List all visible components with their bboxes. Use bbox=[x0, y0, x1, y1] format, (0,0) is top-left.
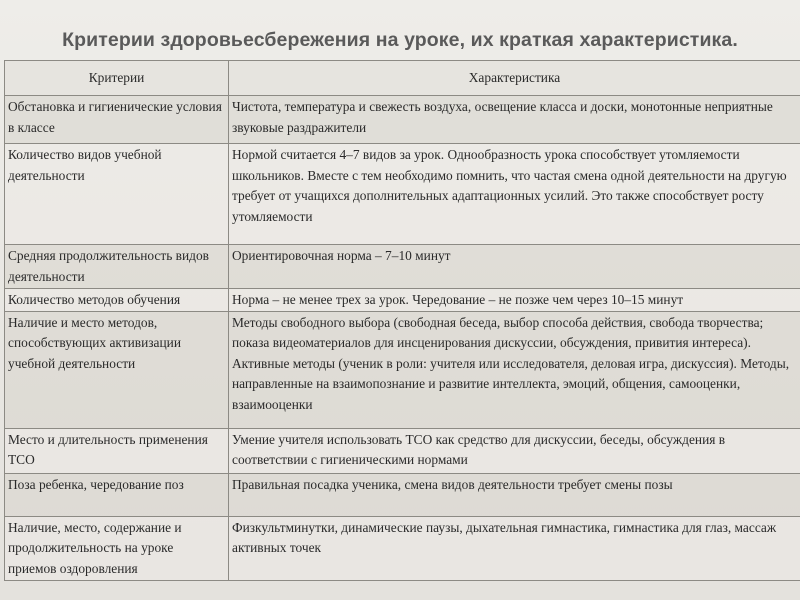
description-cell: Нормой считается 4–7 видов за урок. Однообразность урока способствует утомляемости школьников. Вместе с тем необходимо помнить, что частая смена одной деятельности на другую требует от учащихся дополнительных адаптационных усилий. Это также способствует росту утомляемости bbox=[229, 144, 800, 245]
description-cell: Правильная посадка ученика, смена видов деятельности требует смены позы bbox=[229, 473, 800, 516]
criterion-cell: Количество методов обучения bbox=[5, 289, 229, 312]
description-cell: Ориентировочная норма – 7–10 минут bbox=[229, 245, 800, 289]
table-row bbox=[5, 428, 800, 473]
criterion-cell: Поза ребенка, чередование поз bbox=[5, 473, 229, 516]
description-cell: Методы свободного выбора (свободная беседа, выбор способа действия, свобода творчества; показа видеоматериалов для инсценирования дискуссии, обсуждения, привития интереса). Активные методы (ученик в роли: учителя или исследователя, деловая игра, дискуссия). Методы, направленные на взаимопознание и развитие интеллекта, эмоций, общения, самооценки, взаимооценки bbox=[229, 311, 800, 428]
criterion-cell: Количество видов учебной деятельности bbox=[5, 144, 229, 245]
description-cell: Чистота, температура и свежесть воздуха, освещение класса и доски, монотонные неприятные звуковые раздражители bbox=[229, 96, 800, 144]
criteria-table bbox=[4, 60, 800, 581]
criterion-cell: Средняя продолжительность видов деятельности bbox=[5, 245, 229, 289]
description-cell: Умение учителя использовать ТСО как средство для дискуссии, беседы, обсуждения в соответствии с гигиеническими нормами bbox=[229, 428, 800, 473]
description-cell: Норма – не менее трех за урок. Чередование – не позже чем через 10–15 минут bbox=[229, 289, 800, 312]
table-row bbox=[5, 96, 800, 144]
table-row bbox=[5, 516, 800, 580]
criterion-cell: Наличие, место, содержание и продолжительность на уроке приемов оздоровления bbox=[5, 516, 229, 580]
column-header-description: Характеристика bbox=[229, 61, 800, 96]
table-row bbox=[5, 289, 800, 312]
criterion-cell: Место и длительность применения ТСО bbox=[5, 428, 229, 473]
description-cell: Физкультминутки, динамические паузы, дыхательная гимнастика, гимнастика для глаз, массаж активных точек bbox=[229, 516, 800, 580]
criterion-cell: Наличие и место методов, способствующих активизации учебной деятельности bbox=[5, 311, 229, 428]
table-row bbox=[5, 144, 800, 245]
table-header-row bbox=[5, 61, 800, 96]
column-header-criteria: Критерии bbox=[5, 61, 229, 96]
table-row bbox=[5, 245, 800, 289]
table-row bbox=[5, 311, 800, 428]
page-title: Критерии здоровьесбережения на уроке, их краткая характеристика. bbox=[62, 29, 738, 51]
criterion-cell: Обстановка и гигиенические условия в классе bbox=[5, 96, 229, 144]
table-row bbox=[5, 473, 800, 516]
